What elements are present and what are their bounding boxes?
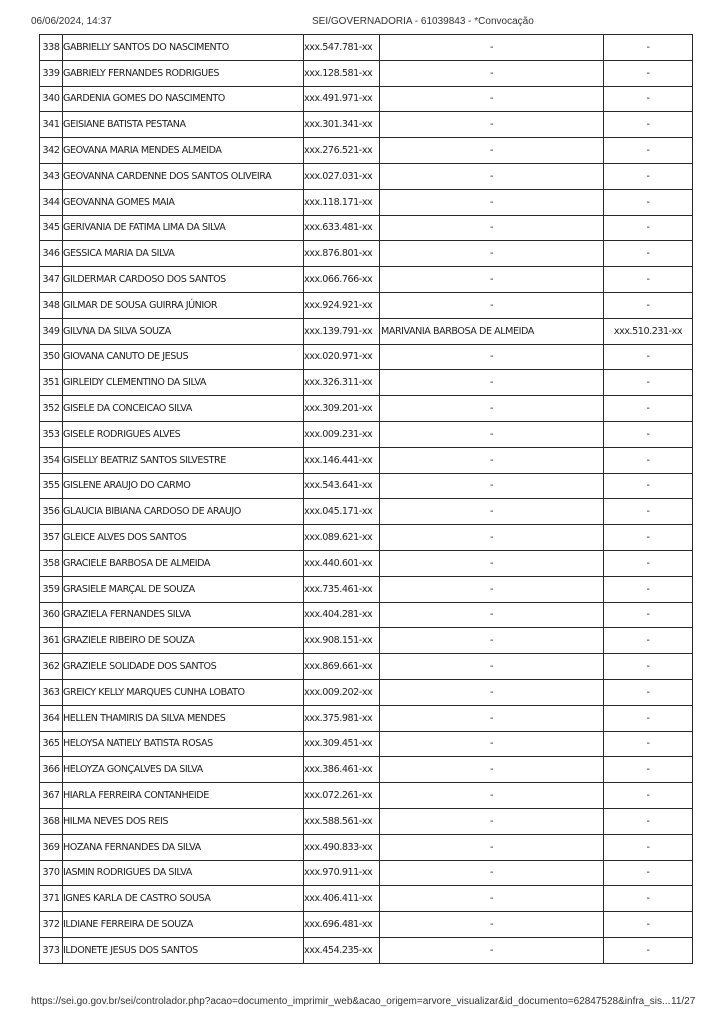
candidate-name: GRAZIELE RIBEIRO DE SOUZA xyxy=(63,628,304,654)
candidate-cpf: xxx.696.481-xx xyxy=(304,912,380,938)
candidate-name: GISLENE ARAUJO DO CARMO xyxy=(63,473,304,499)
candidate-cpf: xxx.301.341-xx xyxy=(304,112,380,138)
replacement-cpf: - xyxy=(604,138,693,164)
candidate-name: IGNES KARLA DE CASTRO SOUSA xyxy=(63,886,304,912)
replacement-name: - xyxy=(380,138,604,164)
table-body xyxy=(40,35,693,964)
table-row xyxy=(40,138,693,164)
replacement-name: - xyxy=(380,525,604,551)
table-row xyxy=(40,783,693,809)
candidate-name: GEOVANNA CARDENNE DOS SANTOS OLIVEIRA xyxy=(63,163,304,189)
row-number: 352 xyxy=(40,396,63,422)
candidate-cpf: xxx.588.561-xx xyxy=(304,808,380,834)
candidate-name: IASMIN RODRIGUES DA SILVA xyxy=(63,860,304,886)
candidate-cpf: xxx.924.921-xx xyxy=(304,292,380,318)
table-row xyxy=(40,628,693,654)
table-row xyxy=(40,370,693,396)
table-row xyxy=(40,834,693,860)
candidate-name: GILMAR DE SOUSA GUIRRA JÚNIOR xyxy=(63,292,304,318)
candidate-cpf: xxx.490.833-xx xyxy=(304,834,380,860)
candidate-cpf: xxx.869.661-xx xyxy=(304,654,380,680)
row-number: 358 xyxy=(40,550,63,576)
document-title: SEI/GOVERNADORIA - 61039843 - *Convocação xyxy=(312,16,534,27)
replacement-name: MARIVANIA BARBOSA DE ALMEIDA xyxy=(380,318,604,344)
candidate-cpf: xxx.735.461-xx xyxy=(304,576,380,602)
replacement-cpf: - xyxy=(604,550,693,576)
replacement-name: - xyxy=(380,344,604,370)
candidate-cpf: xxx.009.202-xx xyxy=(304,679,380,705)
table-row xyxy=(40,35,693,61)
row-number: 360 xyxy=(40,602,63,628)
candidate-name: HELOYSA NATIELY BATISTA ROSAS xyxy=(63,731,304,757)
replacement-cpf: - xyxy=(604,421,693,447)
candidate-cpf: xxx.118.171-xx xyxy=(304,189,380,215)
replacement-name: - xyxy=(380,60,604,86)
replacement-name: - xyxy=(380,834,604,860)
replacement-cpf: - xyxy=(604,189,693,215)
replacement-cpf: - xyxy=(604,35,693,61)
replacement-name: - xyxy=(380,705,604,731)
replacement-cpf: - xyxy=(604,86,693,112)
replacement-cpf: - xyxy=(604,705,693,731)
candidate-name: GLEICE ALVES DOS SANTOS xyxy=(63,525,304,551)
table-row xyxy=(40,60,693,86)
row-number: 342 xyxy=(40,138,63,164)
replacement-cpf: - xyxy=(604,602,693,628)
row-number: 363 xyxy=(40,679,63,705)
table-row xyxy=(40,731,693,757)
row-number: 349 xyxy=(40,318,63,344)
row-number: 369 xyxy=(40,834,63,860)
replacement-cpf: - xyxy=(604,834,693,860)
replacement-cpf: xxx.510.231-xx xyxy=(604,318,693,344)
candidate-cpf: xxx.633.481-xx xyxy=(304,215,380,241)
table-row xyxy=(40,550,693,576)
candidate-cpf: xxx.045.171-xx xyxy=(304,499,380,525)
row-number: 346 xyxy=(40,241,63,267)
row-number: 356 xyxy=(40,499,63,525)
row-number: 350 xyxy=(40,344,63,370)
row-number: 372 xyxy=(40,912,63,938)
replacement-name: - xyxy=(380,576,604,602)
candidate-cpf: xxx.089.621-xx xyxy=(304,525,380,551)
replacement-name: - xyxy=(380,808,604,834)
table-row xyxy=(40,267,693,293)
table-row xyxy=(40,654,693,680)
row-number: 362 xyxy=(40,654,63,680)
candidate-name: GABRIELY FERNANDES RODRIGUES xyxy=(63,60,304,86)
candidate-cpf: xxx.139.791-xx xyxy=(304,318,380,344)
replacement-name: - xyxy=(380,550,604,576)
candidate-name: GARDENIA GOMES DO NASCIMENTO xyxy=(63,86,304,112)
row-number: 355 xyxy=(40,473,63,499)
replacement-name: - xyxy=(380,292,604,318)
row-number: 357 xyxy=(40,525,63,551)
row-number: 368 xyxy=(40,808,63,834)
replacement-name: - xyxy=(380,189,604,215)
table-row xyxy=(40,318,693,344)
replacement-cpf: - xyxy=(604,679,693,705)
replacement-cpf: - xyxy=(604,860,693,886)
table-row xyxy=(40,808,693,834)
print-datetime: 06/06/2024, 14:37 xyxy=(31,16,112,27)
replacement-name: - xyxy=(380,370,604,396)
candidate-cpf: xxx.876.801-xx xyxy=(304,241,380,267)
table-row xyxy=(40,421,693,447)
candidate-name: GESSICA MARIA DA SILVA xyxy=(63,241,304,267)
row-number: 364 xyxy=(40,705,63,731)
candidate-name: GISELE RODRIGUES ALVES xyxy=(63,421,304,447)
candidate-name: GILDERMAR CARDOSO DOS SANTOS xyxy=(63,267,304,293)
replacement-cpf: - xyxy=(604,808,693,834)
table-row xyxy=(40,525,693,551)
table-row xyxy=(40,86,693,112)
row-number: 353 xyxy=(40,421,63,447)
replacement-name: - xyxy=(380,396,604,422)
row-number: 366 xyxy=(40,757,63,783)
replacement-name: - xyxy=(380,783,604,809)
replacement-name: - xyxy=(380,241,604,267)
replacement-cpf: - xyxy=(604,292,693,318)
candidate-name: HILMA NEVES DOS REIS xyxy=(63,808,304,834)
candidate-name: ILDIANE FERREIRA DE SOUZA xyxy=(63,912,304,938)
replacement-cpf: - xyxy=(604,473,693,499)
row-number: 367 xyxy=(40,783,63,809)
candidate-cpf: xxx.326.311-xx xyxy=(304,370,380,396)
candidate-name: GLAUCIA BIBIANA CARDOSO DE ARAUJO xyxy=(63,499,304,525)
candidate-name: HOZANA FERNANDES DA SILVA xyxy=(63,834,304,860)
candidate-cpf: xxx.908.151-xx xyxy=(304,628,380,654)
row-number: 347 xyxy=(40,267,63,293)
candidate-name: GISELE DA CONCEICAO SILVA xyxy=(63,396,304,422)
candidate-cpf: xxx.375.981-xx xyxy=(304,705,380,731)
table-row xyxy=(40,112,693,138)
row-number: 344 xyxy=(40,189,63,215)
candidate-cpf: xxx.543.641-xx xyxy=(304,473,380,499)
page-url: https://sei.go.gov.br/sei/controlador.php?acao=documento_imprimir_web&acao_origem=arvore_visualizar&id_documento=62847528&infra_sis... xyxy=(31,996,671,1007)
candidate-cpf: xxx.970.911-xx xyxy=(304,860,380,886)
replacement-name: - xyxy=(380,757,604,783)
candidate-cpf: xxx.027.031-xx xyxy=(304,163,380,189)
candidate-name: GERIVANIA DE FATIMA LIMA DA SILVA xyxy=(63,215,304,241)
replacement-cpf: - xyxy=(604,112,693,138)
row-number: 365 xyxy=(40,731,63,757)
table-row xyxy=(40,396,693,422)
candidate-cpf: xxx.404.281-xx xyxy=(304,602,380,628)
replacement-cpf: - xyxy=(604,525,693,551)
replacement-cpf: - xyxy=(604,370,693,396)
replacement-cpf: - xyxy=(604,447,693,473)
table-row xyxy=(40,344,693,370)
candidate-cpf: xxx.309.451-xx xyxy=(304,731,380,757)
replacement-cpf: - xyxy=(604,912,693,938)
row-number: 351 xyxy=(40,370,63,396)
row-number: 371 xyxy=(40,886,63,912)
candidate-name: HELOYZA GONÇALVES DA SILVA xyxy=(63,757,304,783)
replacement-name: - xyxy=(380,860,604,886)
table-row xyxy=(40,912,693,938)
candidate-cpf: xxx.276.521-xx xyxy=(304,138,380,164)
table-row xyxy=(40,215,693,241)
row-number: 339 xyxy=(40,60,63,86)
row-number: 341 xyxy=(40,112,63,138)
table-row xyxy=(40,705,693,731)
row-number: 359 xyxy=(40,576,63,602)
candidate-name: GRAZIELE SOLIDADE DOS SANTOS xyxy=(63,654,304,680)
candidate-name: ILDONETE JESUS DOS SANTOS xyxy=(63,937,304,963)
replacement-name: - xyxy=(380,912,604,938)
candidate-cpf: xxx.454.235-xx xyxy=(304,937,380,963)
table-row xyxy=(40,757,693,783)
replacement-cpf: - xyxy=(604,628,693,654)
table-row xyxy=(40,447,693,473)
candidate-cpf: xxx.406.411-xx xyxy=(304,886,380,912)
replacement-cpf: - xyxy=(604,396,693,422)
candidate-cpf: xxx.066.766-xx xyxy=(304,267,380,293)
row-number: 338 xyxy=(40,35,63,61)
replacement-cpf: - xyxy=(604,886,693,912)
candidate-name: GIOVANA CANUTO DE JESUS xyxy=(63,344,304,370)
replacement-name: - xyxy=(380,679,604,705)
replacement-name: - xyxy=(380,473,604,499)
row-number: 370 xyxy=(40,860,63,886)
candidate-name: GRACIELE BARBOSA DE ALMEIDA xyxy=(63,550,304,576)
replacement-name: - xyxy=(380,937,604,963)
table-row xyxy=(40,189,693,215)
candidate-name: GRAZIELA FERNANDES SILVA xyxy=(63,602,304,628)
replacement-cpf: - xyxy=(604,499,693,525)
table-row xyxy=(40,860,693,886)
replacement-cpf: - xyxy=(604,215,693,241)
replacement-cpf: - xyxy=(604,654,693,680)
replacement-cpf: - xyxy=(604,163,693,189)
replacement-cpf: - xyxy=(604,60,693,86)
candidate-cpf: xxx.440.601-xx xyxy=(304,550,380,576)
candidate-cpf: xxx.309.201-xx xyxy=(304,396,380,422)
replacement-cpf: - xyxy=(604,731,693,757)
row-number: 354 xyxy=(40,447,63,473)
replacement-name: - xyxy=(380,112,604,138)
candidate-name: GABRIELLY SANTOS DO NASCIMENTO xyxy=(63,35,304,61)
candidate-name: GRASIELE MARÇAL DE SOUZA xyxy=(63,576,304,602)
row-number: 343 xyxy=(40,163,63,189)
candidate-cpf: xxx.547.781-xx xyxy=(304,35,380,61)
table-row xyxy=(40,886,693,912)
candidate-cpf: xxx.491.971-xx xyxy=(304,86,380,112)
replacement-name: - xyxy=(380,421,604,447)
row-number: 373 xyxy=(40,937,63,963)
replacement-cpf: - xyxy=(604,783,693,809)
candidate-cpf: xxx.146.441-xx xyxy=(304,447,380,473)
replacement-name: - xyxy=(380,447,604,473)
candidate-name: GREICY KELLY MARQUES CUNHA LOBATO xyxy=(63,679,304,705)
replacement-cpf: - xyxy=(604,937,693,963)
row-number: 340 xyxy=(40,86,63,112)
replacement-cpf: - xyxy=(604,241,693,267)
replacement-cpf: - xyxy=(604,757,693,783)
replacement-name: - xyxy=(380,86,604,112)
candidate-cpf: xxx.128.581-xx xyxy=(304,60,380,86)
row-number: 348 xyxy=(40,292,63,318)
table-row xyxy=(40,499,693,525)
candidate-name: GEOVANA MARIA MENDES ALMEIDA xyxy=(63,138,304,164)
row-number: 345 xyxy=(40,215,63,241)
replacement-name: - xyxy=(380,628,604,654)
candidate-cpf: xxx.072.261-xx xyxy=(304,783,380,809)
candidate-name: GEOVANNA GOMES MAIA xyxy=(63,189,304,215)
table-row xyxy=(40,241,693,267)
replacement-cpf: - xyxy=(604,344,693,370)
candidate-name: GILVNA DA SILVA SOUZA xyxy=(63,318,304,344)
replacement-name: - xyxy=(380,602,604,628)
candidate-name: GISELLY BEATRIZ SANTOS SILVESTRE xyxy=(63,447,304,473)
candidate-cpf: xxx.020.971-xx xyxy=(304,344,380,370)
candidate-name: GIRLEIDY CLEMENTINO DA SILVA xyxy=(63,370,304,396)
replacement-name: - xyxy=(380,267,604,293)
replacement-name: - xyxy=(380,886,604,912)
replacement-name: - xyxy=(380,499,604,525)
table-row xyxy=(40,576,693,602)
table-row xyxy=(40,937,693,963)
table-row xyxy=(40,163,693,189)
replacement-name: - xyxy=(380,215,604,241)
row-number: 361 xyxy=(40,628,63,654)
replacement-cpf: - xyxy=(604,267,693,293)
candidate-cpf: xxx.009.231-xx xyxy=(304,421,380,447)
candidate-cpf: xxx.386.461-xx xyxy=(304,757,380,783)
replacement-name: - xyxy=(380,35,604,61)
replacement-cpf: - xyxy=(604,576,693,602)
page-number: 11/27 xyxy=(671,996,696,1007)
table-row xyxy=(40,602,693,628)
replacement-name: - xyxy=(380,654,604,680)
convocation-table xyxy=(39,34,693,964)
table-row xyxy=(40,292,693,318)
candidate-name: GEISIANE BATISTA PESTANA xyxy=(63,112,304,138)
replacement-name: - xyxy=(380,731,604,757)
replacement-name: - xyxy=(380,163,604,189)
table-row xyxy=(40,473,693,499)
candidate-name: HELLEN THAMIRIS DA SILVA MENDES xyxy=(63,705,304,731)
table-row xyxy=(40,679,693,705)
candidate-name: HIARLA FERREIRA CONTANHEIDE xyxy=(63,783,304,809)
